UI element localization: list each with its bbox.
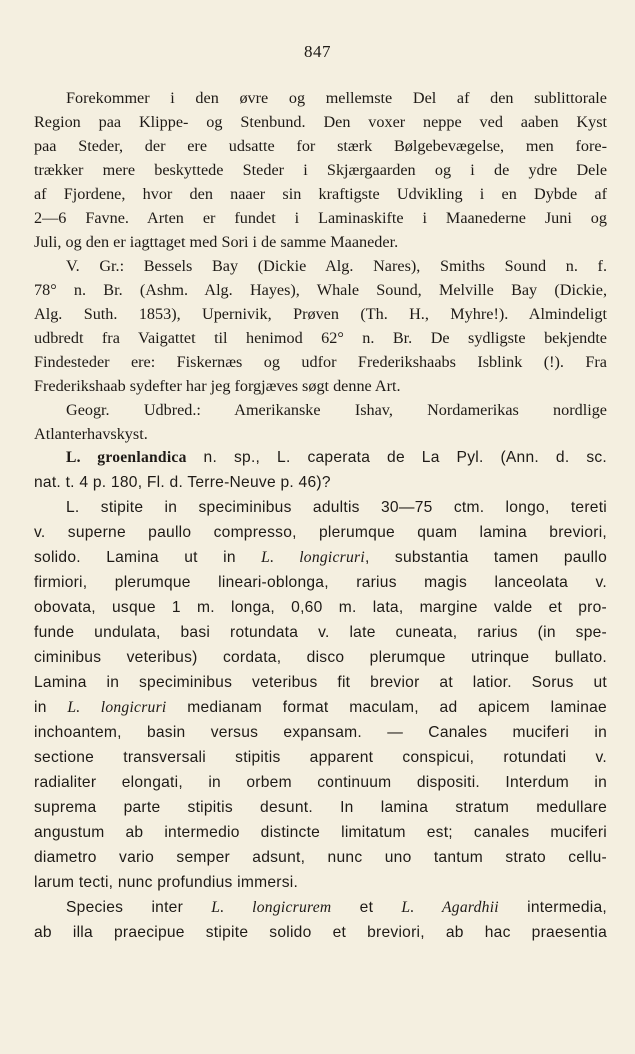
italic-taxon: L. longicruri: [261, 549, 365, 566]
text-line: Frederikshaab sydefter har jeg forgjæves søgt denne Art.: [34, 377, 401, 395]
text-line: funde undulata, basi rotundata v. late cuneata, rarius (in spe-: [34, 624, 607, 641]
text-line: firmiori, plerumque lineari-oblonga, rarius magis lanceolata v.: [34, 574, 607, 591]
text-line: larum tecti, nunc profundius immersi.: [34, 874, 299, 891]
text-line: sectione transversali stipitis apparent conspicui, rotundati v.: [34, 749, 607, 766]
text-line: [34, 545, 607, 570]
italic-taxon: L. Agardhii: [401, 899, 499, 916]
text-line: L. stipite in speciminibus adultis 30—75 ctm. longo, tereti: [66, 499, 607, 516]
text-fragment: intermedia,: [498, 899, 607, 916]
italic-taxon: L. longicrurem: [211, 899, 332, 916]
text-line: V. Gr.: Bessels Bay (Dickie Alg. Nares), Smiths Sound n. f.: [66, 257, 607, 275]
text-line: obovata, usque 1 m. longa, 0,60 m. lata, margine valde et pro-: [34, 599, 607, 616]
text-line: [34, 895, 607, 920]
text-fragment: , substantia tamen paullo: [364, 549, 607, 566]
heading-citation: n. sp., L. caperata de La Pyl. (Ann. d. sc.: [186, 449, 607, 466]
text-fragment: medianam format maculam, ad apicem laminae: [166, 699, 607, 716]
text-line: paa Steder, der ere udsatte for stærk Bølgebevægelse, men fore-: [34, 137, 607, 155]
text-line: ab illa praecipue stipite solido et breviori, ab hac praesentia: [34, 924, 607, 941]
text-line: diametro vario semper adsunt, nunc uno tantum strato cellu-: [34, 849, 607, 866]
text-line: v. superne paullo compresso, plerumque quam lamina breviori,: [34, 524, 607, 541]
text-line: Atlanterhavskyst.: [34, 425, 148, 443]
text-fragment: Species inter: [66, 899, 212, 916]
text-fragment: solido. Lamina ut in: [34, 549, 262, 566]
text-fragment: in: [34, 699, 68, 716]
text-line: Forekommer i den øvre og mellemste Del af den sublittorale: [66, 89, 607, 107]
text-line: nat. t. 4 p. 180, Fl. d. Terre-Neuve p. 46)?: [34, 474, 331, 491]
text-line: suprema parte stipitis desunt. In lamina stratum medullare: [34, 799, 607, 816]
text-line: inchoantem, basin versus expansam. — Canales muciferi in: [34, 724, 607, 741]
text-line: Lamina in speciminibus veteribus fit brevior at latior. Sorus ut: [34, 674, 607, 691]
text-line: Juli, og den er iagttaget med Sori i de samme Maaneder.: [34, 233, 399, 251]
text-line: angustum ab intermedio distincte limitatum est; canales muciferi: [34, 824, 607, 841]
text-line: [34, 695, 607, 720]
text-line: Region paa Klippe- og Stenbund. Den voxer neppe ved aaben Kyst: [34, 113, 607, 131]
text-line: 78° n. Br. (Ashm. Alg. Hayes), Whale Sound, Melville Bay (Dickie,: [34, 281, 607, 299]
danish-paragraphs: [34, 86, 607, 446]
text-line: radialiter elongati, in orbem continuum dispositi. Interdum in: [34, 774, 607, 791]
text-line: udbredt fra Vaigattet til henimod 62° n. Br. De sydligste bekjendte: [34, 329, 607, 347]
species-name: L. groenlandica: [66, 449, 187, 466]
text-line: Alg. Suth. 1853), Upernivik, Prøven (Th. H., Myhre!). Almindeligt: [34, 305, 607, 323]
latin-species-description: [34, 445, 607, 945]
italic-taxon: L. longicruri: [67, 699, 167, 716]
text-fragment: et: [331, 899, 402, 916]
species-heading: [34, 445, 607, 470]
text-line: 2—6 Favne. Arten er fundet i Laminaskifte i Maanederne Juni og: [34, 209, 607, 227]
page-number: 847: [304, 42, 331, 61]
text-line: Findesteder ere: Fiskernæs og udfor Frederikshaabs Isblink (!). Fra: [34, 353, 607, 371]
text-line: Geogr. Udbred.: Amerikanske Ishav, Nordamerikas nordlige: [66, 401, 607, 419]
text-line: trækker mere beskyttede Steder i Skjærgaarden og i de ydre Dele: [34, 161, 607, 179]
text-line: af Fjordene, hvor den naaer sin kraftigste Udvikling i en Dybde af: [34, 185, 607, 203]
text-line: ciminibus veteribus) cordata, disco plerumque utrinque bullato.: [34, 649, 607, 666]
